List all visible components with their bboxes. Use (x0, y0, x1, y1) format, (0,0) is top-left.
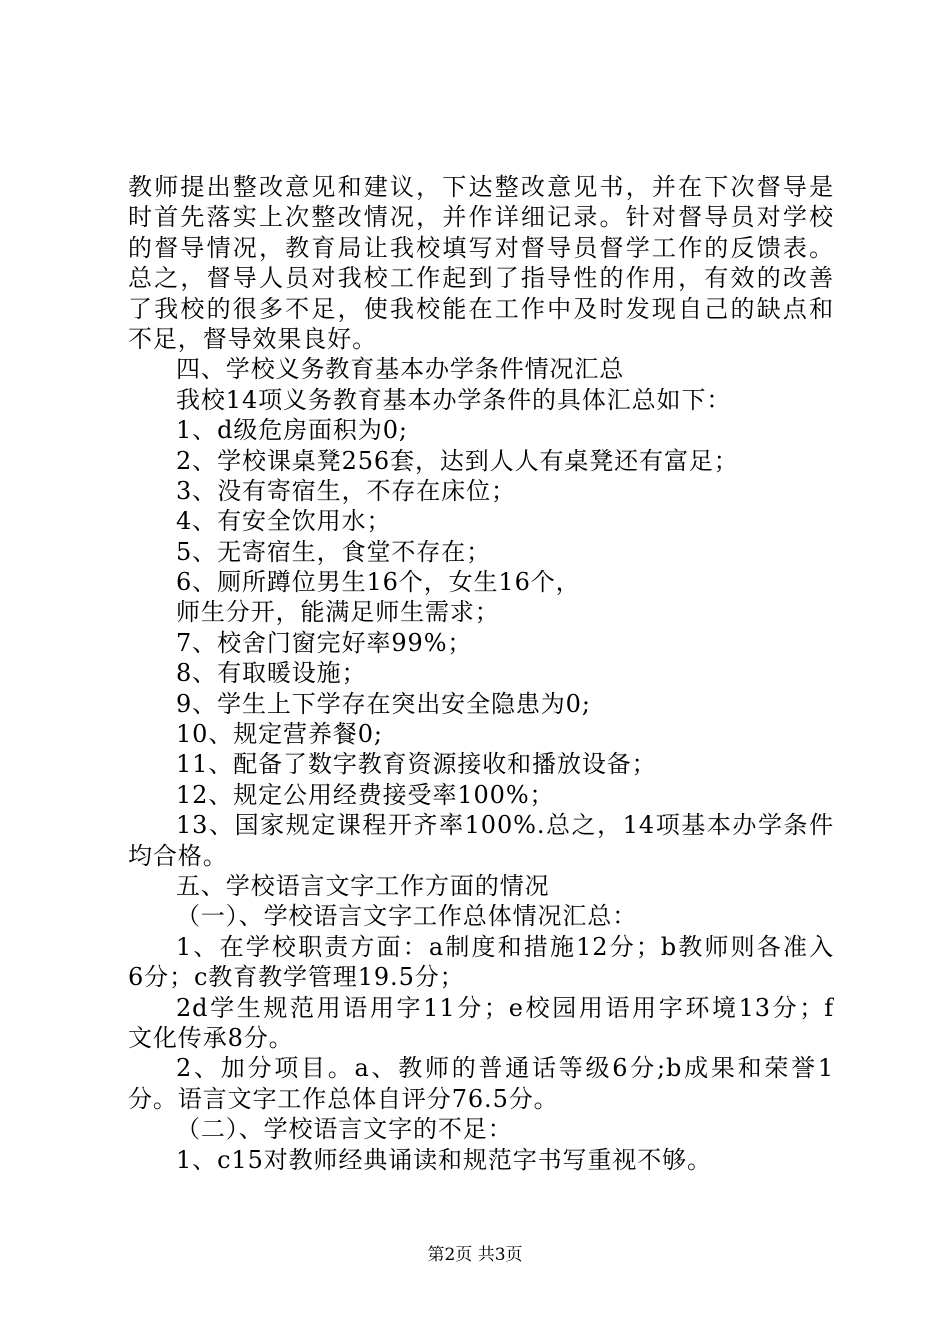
text-line: 时首先落实上次整改情况，并作详细记录。针对督导员对学校 (128, 203, 834, 232)
text-line: 总之，督导人员对我校工作起到了指导性的作用，有效的改善 (128, 264, 834, 293)
text-line: 均合格。 (128, 841, 228, 870)
text-line: 2、学校课桌凳256套，达到人人有桌凳还有富足； (176, 446, 739, 475)
text-line: 我校14项义务教育基本办学条件的具体汇总如下： (176, 385, 732, 414)
page-number: 第2页 共3页 (427, 1245, 523, 1265)
text-line: 2、加分项目。a、教师的普通话等级6分;b成果和荣誉1 (176, 1054, 834, 1083)
text-line: 1、c15对教师经典诵读和规范字书写重视不够。 (176, 1145, 712, 1174)
text-line: 的督导情况，教育局让我校填写对督导员督学工作的反馈表。 (128, 233, 834, 262)
text-line: 3、没有寄宿生，不存在床位； (176, 476, 516, 505)
text-line: 5、无寄宿生，食堂不存在； (176, 537, 491, 566)
text-line: 师生分开，能满足师生需求； (176, 598, 500, 627)
text-line: 7、校舍门窗完好率99%； (176, 628, 473, 657)
text-line: 6、厕所蹲位男生16个，女生16个， (176, 568, 581, 597)
text-line: 13、国家规定课程开齐率100%.总之，14项基本办学条件 (176, 811, 834, 840)
text-line: 1、d级危房面积为0; (176, 416, 408, 445)
text-line: 4、有安全饮用水； (176, 507, 392, 536)
text-line: （一）、学校语言文字工作总体情况汇总： (176, 902, 638, 931)
page-footer (0, 1244, 950, 1266)
text-line: 1、在学校职责方面：a制度和措施12分；b教师则各准入 (176, 932, 834, 961)
text-line: （二）、学校语言文字的不足： (176, 1115, 513, 1144)
text-line: 分。语言文字工作总体自评分76.5分。 (128, 1084, 559, 1113)
text-line: 了我校的很多不足，使我校能在工作中及时发现自己的缺点和 (128, 294, 834, 323)
text-line: 2d学生规范用语用字11分；e校园用语用字环境13分；f (176, 993, 834, 1022)
text-line: 12、规定公用经费接受率100%； (176, 780, 555, 809)
text-line: 10、规定营养餐0; (176, 720, 383, 749)
document-body (128, 172, 834, 1175)
text-line: 不足，督导效果良好。 (128, 324, 377, 353)
text-line: 6分；c教育教学管理19.5分； (128, 963, 465, 992)
text-line: 11、配备了数字教育资源接收和播放设备； (176, 750, 657, 779)
text-line: 8、有取暖设施； (176, 659, 367, 688)
text-line: 五、学校语言文字工作方面的情况 (176, 871, 550, 900)
text-line: 9、学生上下学存在突出安全隐患为0; (176, 689, 591, 718)
text-line: 文化传承8分。 (128, 1023, 294, 1052)
text-line: 教师提出整改意见和建议，下达整改意见书，并在下次督导是 (128, 173, 834, 201)
text-line: 四、学校义务教育基本办学条件情况汇总 (176, 355, 625, 384)
